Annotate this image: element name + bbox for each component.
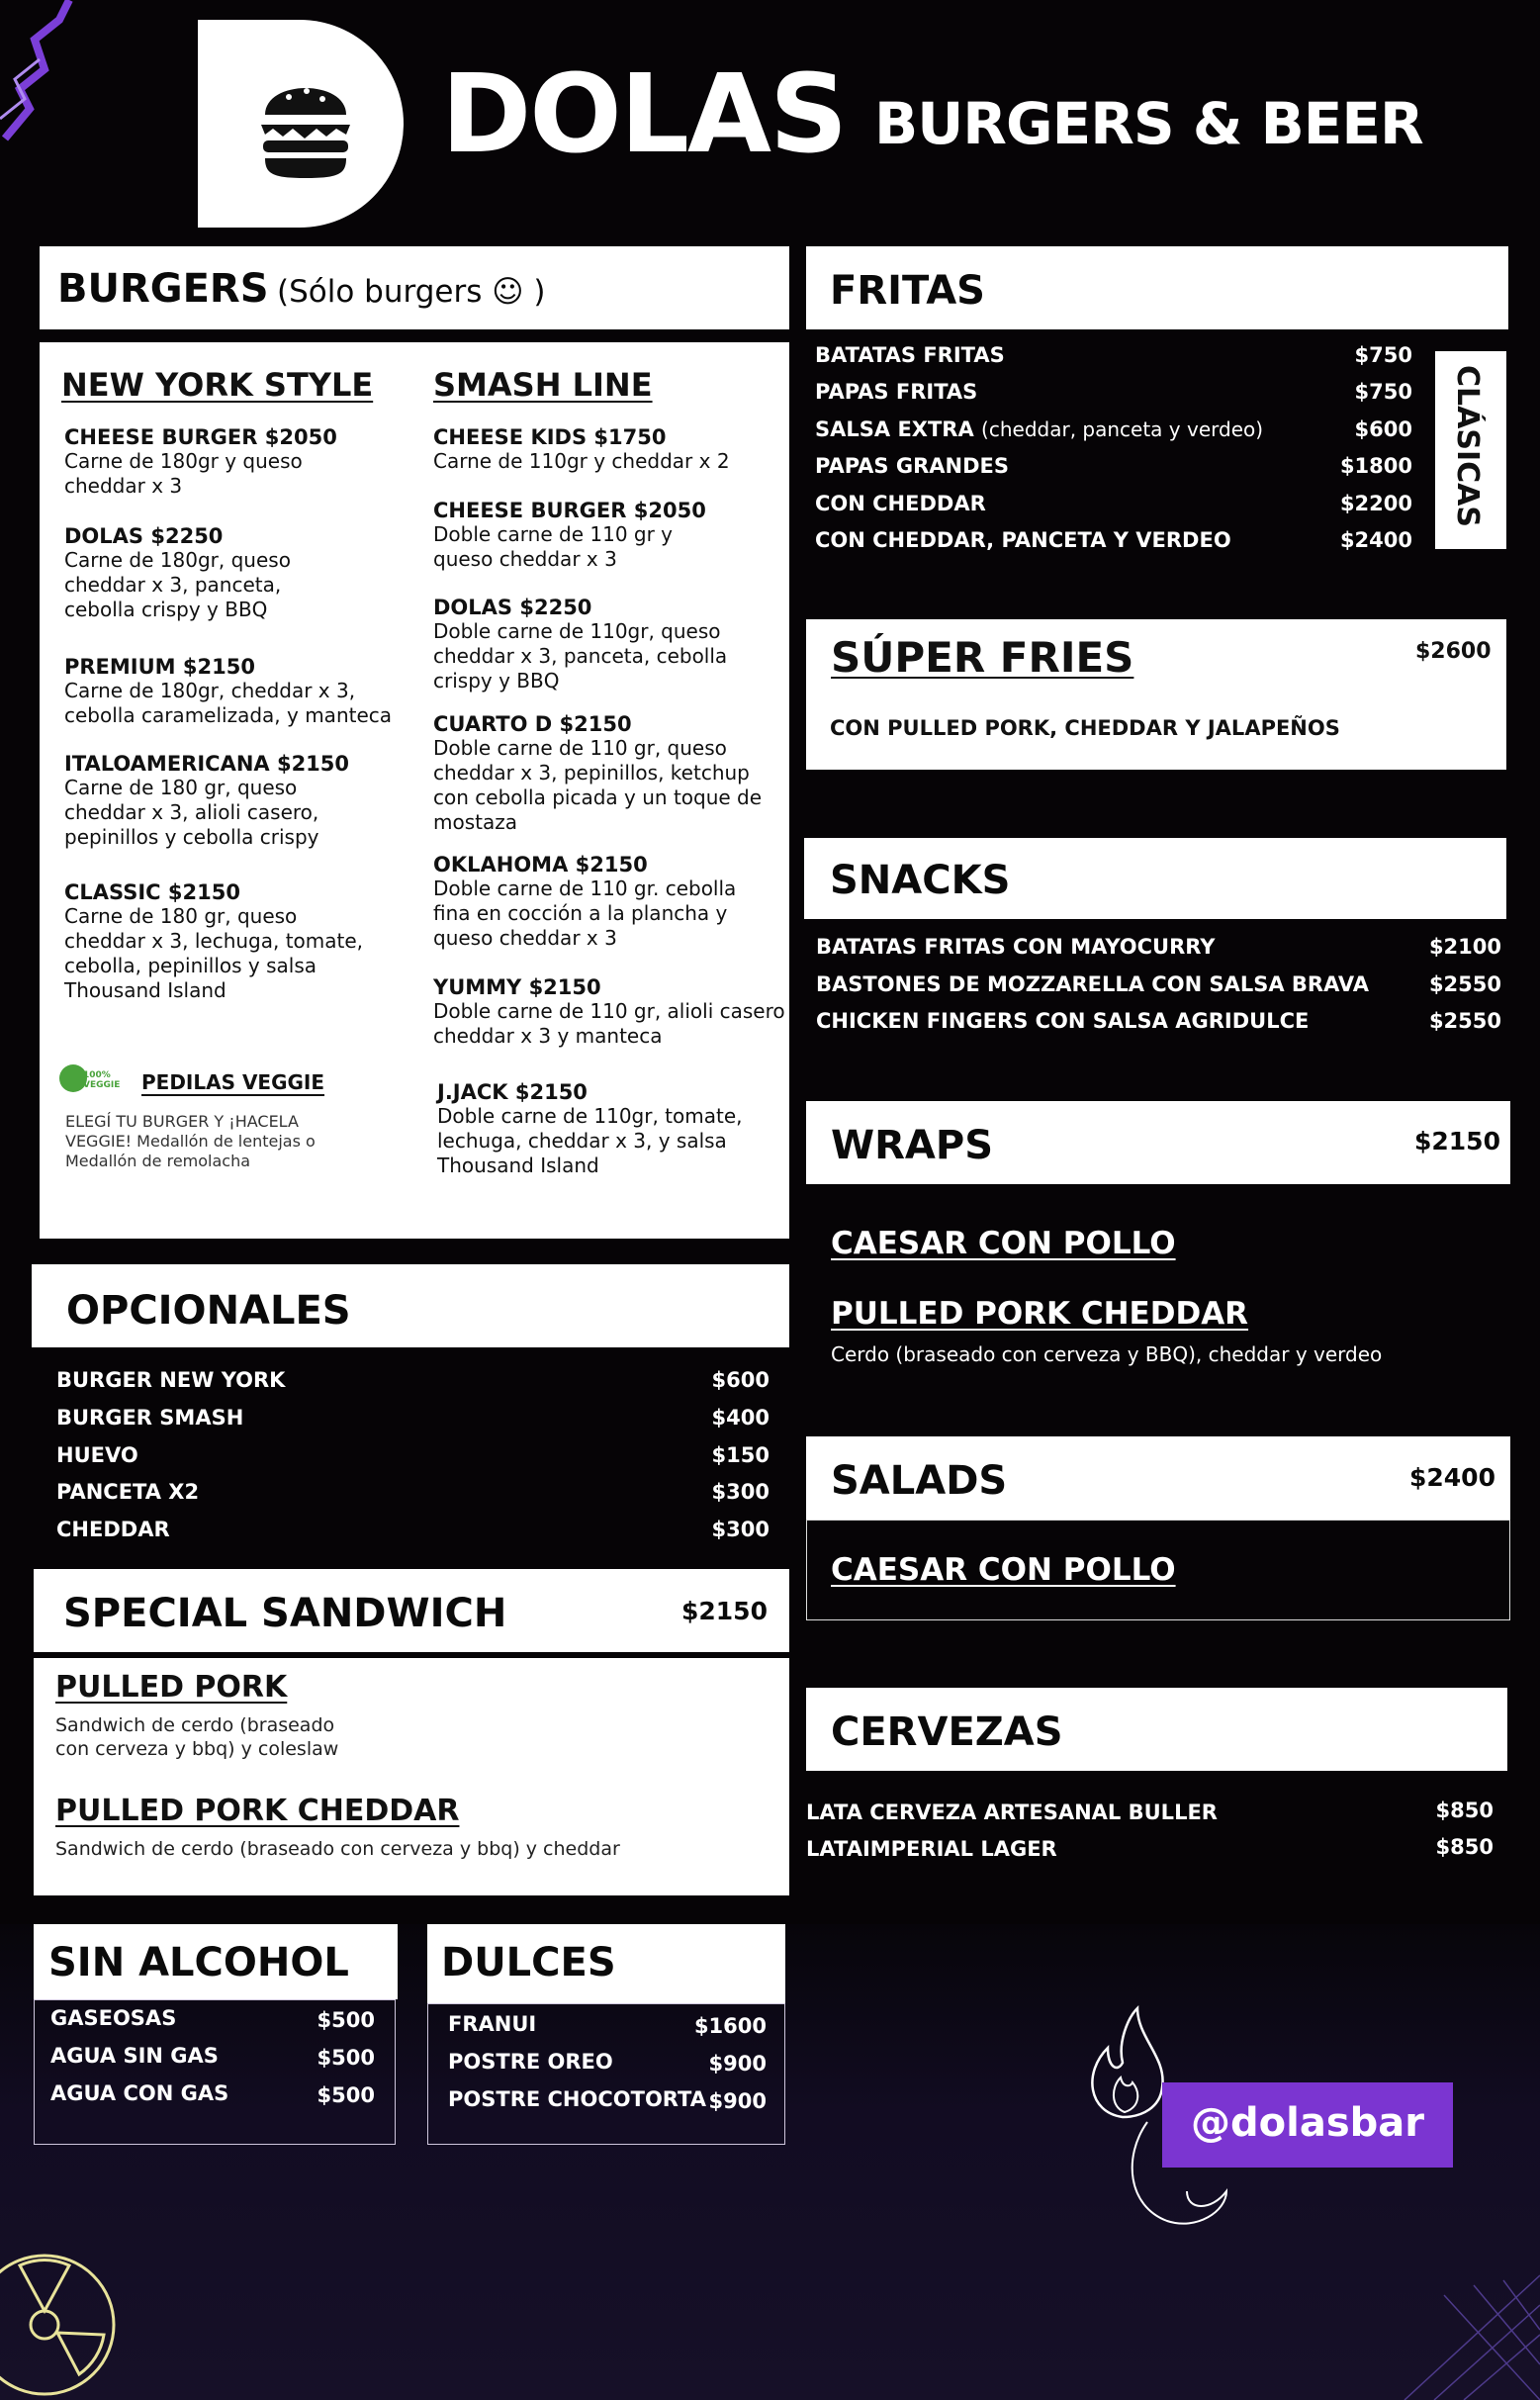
list-item-name: PANCETA X2 bbox=[56, 1480, 200, 1504]
list-item-price: $300 bbox=[711, 1518, 770, 1541]
sin-alcohol-header bbox=[34, 1924, 398, 1999]
snacks-title: SNACKS bbox=[830, 858, 1011, 903]
list-item-name: CON CHEDDAR, PANCETA Y VERDEO bbox=[815, 528, 1231, 552]
list-item-name: AGUA SIN GAS bbox=[50, 2044, 219, 2068]
list-item-name: AGUA CON GAS bbox=[50, 2081, 229, 2105]
fritas-title: FRITAS bbox=[830, 268, 985, 314]
clasicas-label-box bbox=[1435, 351, 1506, 549]
list-item-name: PAPAS GRANDES bbox=[815, 454, 1010, 478]
burgers-subtitle: (Sólo burgers ☺ ) bbox=[277, 274, 546, 310]
fritas-header bbox=[806, 246, 1508, 329]
opcionales-title: OPCIONALES bbox=[66, 1288, 351, 1334]
snacks-header bbox=[804, 838, 1506, 919]
cervezas-title: CERVEZAS bbox=[831, 1709, 1063, 1755]
list-item-price: $600 bbox=[1354, 417, 1412, 441]
list-item: CHEESE KIDS $1750 Carne de 110gr y cheddar x 2 bbox=[433, 425, 730, 473]
brand-name: DOLAS bbox=[441, 50, 847, 177]
list-item-desc: Cerdo (braseado con cerveza y BBQ), cheddar y verdeo bbox=[831, 1342, 1383, 1366]
cervezas-header bbox=[806, 1688, 1507, 1771]
dulces-header bbox=[427, 1924, 785, 2003]
wraps-header bbox=[806, 1101, 1510, 1184]
list-item-name: CON CHEDDAR bbox=[815, 492, 986, 515]
list-item-name: FRANUI bbox=[448, 2012, 537, 2036]
list-item-price: $750 bbox=[1354, 343, 1412, 367]
list-item-name: HUEVO bbox=[56, 1443, 138, 1467]
super-fries-panel bbox=[806, 619, 1506, 770]
flame-icon bbox=[1083, 2003, 1172, 2122]
radiation-icon bbox=[0, 2226, 138, 2400]
veggie-badge-icon: 100% VEGGIE bbox=[59, 1062, 129, 1096]
list-item-name: BATATAS FRITAS bbox=[815, 343, 1005, 367]
burgers-header bbox=[40, 246, 789, 329]
veggie-desc: ELEGÍ TU BURGER Y ¡HACELA VEGGIE! Medallón de lentejas o Medallón de remolacha bbox=[65, 1112, 316, 1170]
special-sandwich-title: SPECIAL SANDWICH bbox=[63, 1591, 507, 1636]
list-item-price: $900 bbox=[708, 2052, 767, 2076]
list-item-price: $2100 bbox=[1428, 935, 1501, 959]
list-item-price: $850 bbox=[1435, 1799, 1494, 1822]
list-item: DOLAS $2250 Doble carne de 110gr, queso cheddar x 3, panceta, cebolla crispy y BBQ bbox=[433, 596, 728, 692]
list-item-desc: Sandwich de cerdo (braseado con cerveza y bbq) y coleslaw bbox=[55, 1714, 339, 1760]
list-item-price: $750 bbox=[1354, 380, 1412, 404]
ny-style-heading: NEW YORK STYLE bbox=[61, 366, 374, 404]
list-item-price: $500 bbox=[317, 2083, 375, 2107]
wraps-title: WRAPS bbox=[831, 1123, 994, 1168]
list-item-name: PULLED PORK CHEDDAR bbox=[831, 1296, 1249, 1332]
salads-title: SALADS bbox=[831, 1458, 1008, 1504]
list-item-desc: Sandwich de cerdo (braseado con cerveza y bbq) y cheddar bbox=[55, 1838, 620, 1860]
list-item-name: POSTRE OREO bbox=[448, 2050, 613, 2074]
salads-panel bbox=[806, 1520, 1510, 1620]
neon-chain-icon bbox=[0, 0, 89, 148]
opcionales-header bbox=[32, 1264, 789, 1347]
social-handle-badge[interactable] bbox=[1162, 2082, 1453, 2168]
list-item: YUMMY $2150 Doble carne de 110 gr, alioli casero cheddar x 3 y manteca bbox=[433, 975, 785, 1048]
list-item-price: $2550 bbox=[1428, 972, 1501, 996]
salads-header bbox=[806, 1436, 1510, 1520]
list-item-name: BASTONES DE MOZZARELLA CON SALSA BRAVA bbox=[816, 972, 1369, 996]
list-item: ITALOAMERICANA $2150 Carne de 180 gr, queso cheddar x 3, alioli casero, pepinillos y cebolla crispy bbox=[64, 752, 350, 849]
list-item-name: CHICKEN FINGERS CON SALSA AGRIDULCE bbox=[816, 1009, 1310, 1033]
burgers-title: BURGERS bbox=[57, 266, 269, 312]
list-item: J.JACK $2150 Doble carne de 110gr, tomate, lechuga, cheddar x 3, y salsa Thousand Island bbox=[437, 1080, 743, 1177]
list-item-name: BURGER SMASH bbox=[56, 1406, 244, 1430]
dulces-panel bbox=[427, 2003, 785, 2145]
salads-price: $2400 bbox=[1409, 1463, 1495, 1492]
smash-line-heading: SMASH LINE bbox=[433, 366, 653, 404]
burgers-panel bbox=[40, 342, 789, 1239]
list-item-price: $1600 bbox=[693, 2014, 767, 2038]
burger-icon bbox=[259, 67, 352, 181]
list-item: CHEESE BURGER $2050 Doble carne de 110 gr y queso cheddar x 3 bbox=[433, 499, 706, 571]
list-item-name: GASEOSAS bbox=[50, 2006, 177, 2030]
grid-decoration-icon bbox=[1385, 2236, 1540, 2400]
list-item-name: PAPAS FRITAS bbox=[815, 380, 978, 404]
list-item-name: CAESAR CON POLLO bbox=[831, 1226, 1176, 1261]
list-item-price: $2200 bbox=[1339, 492, 1412, 515]
sin-alcohol-title: SIN ALCOHOL bbox=[48, 1940, 349, 1985]
clasicas-label: CLÁSICAS bbox=[1450, 365, 1485, 527]
list-item-price: $850 bbox=[1435, 1835, 1494, 1859]
list-item: CUARTO D $2150 Doble carne de 110 gr, queso cheddar x 3, pepinillos, ketchup con cebolla picada y un toque de mostaza bbox=[433, 712, 763, 834]
list-item-price: $500 bbox=[317, 2008, 375, 2032]
list-item: CLASSIC $2150 Carne de 180 gr, queso cheddar x 3, lechuga, tomate, cebolla, pepinillos y salsa Thousand Island bbox=[64, 880, 364, 1002]
list-item: PREMIUM $2150 Carne de 180gr, cheddar x 3, cebolla caramelizada, y manteca bbox=[64, 655, 393, 727]
list-item-price: $600 bbox=[711, 1368, 770, 1392]
logo-d bbox=[198, 20, 404, 228]
veggie-heading: PEDILAS VEGGIE bbox=[141, 1070, 325, 1094]
list-item: CHEESE BURGER $2050 Carne de 180gr y queso cheddar x 3 bbox=[64, 425, 337, 498]
super-fries-title: SÚPER FRIES bbox=[831, 633, 1134, 682]
list-item-name: CHEDDAR bbox=[56, 1518, 170, 1541]
super-fries-desc: CON PULLED PORK, CHEDDAR Y JALAPEÑOS bbox=[830, 716, 1340, 740]
list-item-name: BATATAS FRITAS CON MAYOCURRY bbox=[816, 935, 1216, 959]
list-item: OKLAHOMA $2150 Doble carne de 110 gr. cebolla fina en cocción a la plancha y queso cheddar x 3 bbox=[433, 853, 737, 950]
list-item-name: POSTRE CHOCOTORTA bbox=[448, 2087, 706, 2111]
special-sandwich-panel bbox=[34, 1658, 789, 1895]
list-item-price: $300 bbox=[711, 1480, 770, 1504]
brand-tagline: BURGERS & BEER bbox=[874, 90, 1423, 157]
list-item-name: BURGER NEW YORK bbox=[56, 1368, 286, 1392]
list-item-name: SALSA EXTRA (cheddar, panceta y verdeo) bbox=[815, 417, 1264, 441]
dulces-title: DULCES bbox=[441, 1940, 616, 1985]
wraps-panel bbox=[806, 1184, 1510, 1394]
list-item-price: $2550 bbox=[1428, 1009, 1501, 1033]
social-handle: @dolasbar bbox=[1191, 2100, 1424, 2146]
list-item-price: $900 bbox=[708, 2089, 767, 2113]
list-item-name: PULLED PORK CHEDDAR bbox=[55, 1794, 460, 1828]
list-item-name: PULLED PORK bbox=[55, 1670, 288, 1705]
list-item-name: CAESAR CON POLLO bbox=[831, 1552, 1176, 1588]
special-sandwich-header bbox=[34, 1569, 789, 1652]
list-item-name: LATAIMPERIAL LAGER bbox=[806, 1837, 1057, 1861]
list-item-note: (cheddar, panceta y verdeo) bbox=[981, 417, 1264, 441]
list-item: DOLAS $2250 Carne de 180gr, queso cheddar x 3, panceta, cebolla crispy y BBQ bbox=[64, 524, 291, 621]
wraps-price: $2150 bbox=[1414, 1127, 1500, 1155]
list-item-price: $1800 bbox=[1339, 454, 1412, 478]
list-item-price: $500 bbox=[317, 2046, 375, 2070]
special-sandwich-price: $2150 bbox=[681, 1597, 768, 1625]
super-fries-price: $2600 bbox=[1415, 639, 1492, 664]
sin-alcohol-panel bbox=[34, 1999, 396, 2145]
list-item-price: $2400 bbox=[1339, 528, 1412, 552]
list-item-name: LATA CERVEZA ARTESANAL BULLER bbox=[806, 1800, 1218, 1824]
list-item-price: $150 bbox=[711, 1443, 770, 1467]
list-item-price: $400 bbox=[711, 1406, 770, 1430]
